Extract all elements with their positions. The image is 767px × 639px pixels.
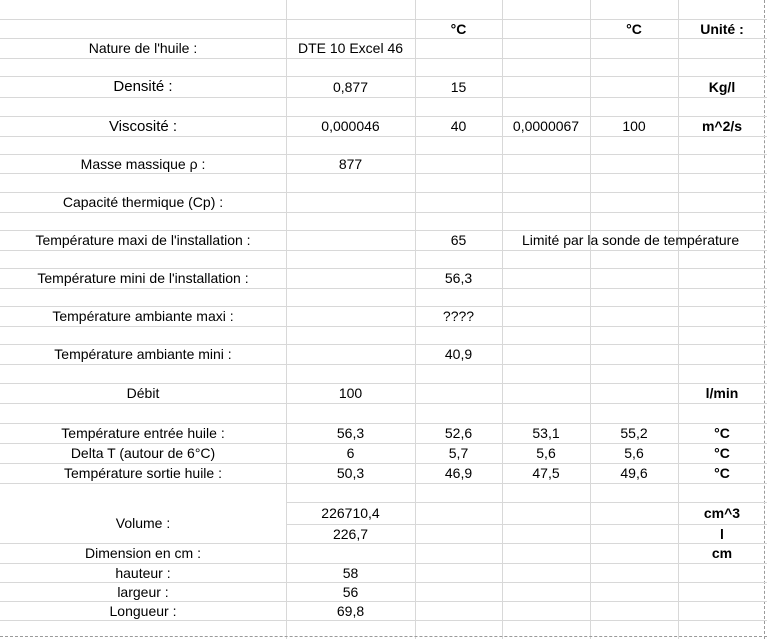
value-delta-t-2[interactable]: 5,7 [448,445,469,461]
label-dimension[interactable]: Dimension en cm : [85,545,201,561]
value-volume-cm3[interactable]: 226710,4 [321,505,380,521]
temp-densite[interactable]: 15 [450,78,467,95]
label-masse-massique[interactable]: Masse massique ρ : [80,155,206,172]
label-hauteur[interactable]: hauteur : [115,564,171,581]
value-delta-t-4[interactable]: 5,6 [624,445,644,461]
row-divider [0,620,767,621]
unit-dimension[interactable]: cm [711,545,733,561]
value-temp-ambiante-maxi[interactable]: ???? [442,308,475,324]
header-unit-label[interactable]: Unité : [700,20,744,37]
value-debit[interactable]: 100 [338,385,363,401]
value-masse-massique[interactable]: 877 [338,155,363,172]
value2-viscosite[interactable]: 0,0000067 [512,118,580,134]
unit-temp-sortie[interactable]: °C [714,465,730,481]
row-divider [0,136,767,137]
label-capacite-thermique[interactable]: Capacité thermique (Cp) : [62,194,224,210]
value-temp-entree-2[interactable]: 52,6 [444,425,473,441]
value-delta-t-3[interactable]: 5,6 [536,445,556,461]
unit-debit[interactable]: l/min [705,385,739,401]
label-nature[interactable]: Nature de l'huile : [88,40,198,56]
value-volume-l[interactable]: 226,7 [332,525,369,542]
row-divider [0,97,767,98]
label-viscosite[interactable]: Viscosité : [108,117,178,135]
value-temp-entree-1[interactable]: 56,3 [336,425,365,441]
header-unit-celsius-2[interactable]: °C [626,20,642,37]
label-temp-ambiante-maxi[interactable]: Température ambiante maxi : [52,308,234,324]
row-divider [0,403,767,404]
unit-densite[interactable]: Kg/l [708,78,736,95]
value-temp-sortie-4[interactable]: 49,6 [620,465,648,481]
temp1-viscosite[interactable]: 40 [450,118,467,134]
note-temp-maxi-installation[interactable]: Limité par la sonde de température [522,232,740,248]
value-delta-t-1[interactable]: 6 [346,445,355,461]
row-divider [0,288,767,289]
value-densite[interactable]: 0,877 [332,78,369,95]
value-longueur[interactable]: 69,8 [336,602,365,619]
value-temp-mini-installation[interactable]: 56,3 [444,270,473,286]
value-temp-sortie-2[interactable]: 46,9 [444,465,473,481]
header-unit-celsius-1[interactable]: °C [450,20,467,37]
page-break-horizontal [0,636,767,637]
value-temp-sortie-1[interactable]: 50,3 [336,465,365,481]
row-divider [0,364,767,365]
label-densite[interactable]: Densité : [113,78,173,95]
row-divider [0,250,767,251]
value-largeur[interactable]: 56 [342,583,359,600]
label-debit[interactable]: Débit [126,385,160,401]
row-divider [0,483,767,484]
label-temp-maxi-installation[interactable]: Température maxi de l'installation : [35,232,251,248]
value-viscosite[interactable]: 0,000046 [321,118,380,134]
row-divider [0,212,767,213]
unit-viscosite[interactable]: m^2/s [701,118,743,134]
label-largeur[interactable]: largeur : [117,583,169,600]
label-volume[interactable]: Volume : [0,502,286,543]
label-delta-t[interactable]: Delta T (autour de 6°C) [70,445,216,461]
value-temp-ambiante-mini[interactable]: 40,9 [444,346,473,362]
row-divider [0,326,767,327]
value-temp-sortie-3[interactable]: 47,5 [532,465,560,481]
temp2-viscosite[interactable]: 100 [622,118,646,134]
label-temp-sortie-huile[interactable]: Température sortie huile : [64,465,222,481]
value-temp-entree-3[interactable]: 53,1 [532,425,560,441]
value-nature[interactable]: DTE 10 Excel 46 [297,40,404,56]
unit-temp-entree[interactable]: °C [714,425,730,441]
unit-volume-l[interactable]: l [720,525,724,542]
row-divider [0,58,767,59]
row-divider [0,173,767,174]
label-temp-ambiante-mini[interactable]: Température ambiante mini : [54,346,232,362]
label-longueur[interactable]: Longueur : [109,602,177,619]
value-temp-entree-4[interactable]: 55,2 [620,425,648,441]
value-temp-maxi-installation[interactable]: 65 [450,232,467,248]
unit-volume-cm3[interactable]: cm^3 [703,505,741,521]
label-temp-entree-huile[interactable]: Température entrée huile : [61,425,225,441]
unit-delta-t[interactable]: °C [714,445,730,461]
label-temp-mini-installation[interactable]: Température mini de l'installation : [37,270,249,286]
value-hauteur[interactable]: 58 [342,564,359,581]
